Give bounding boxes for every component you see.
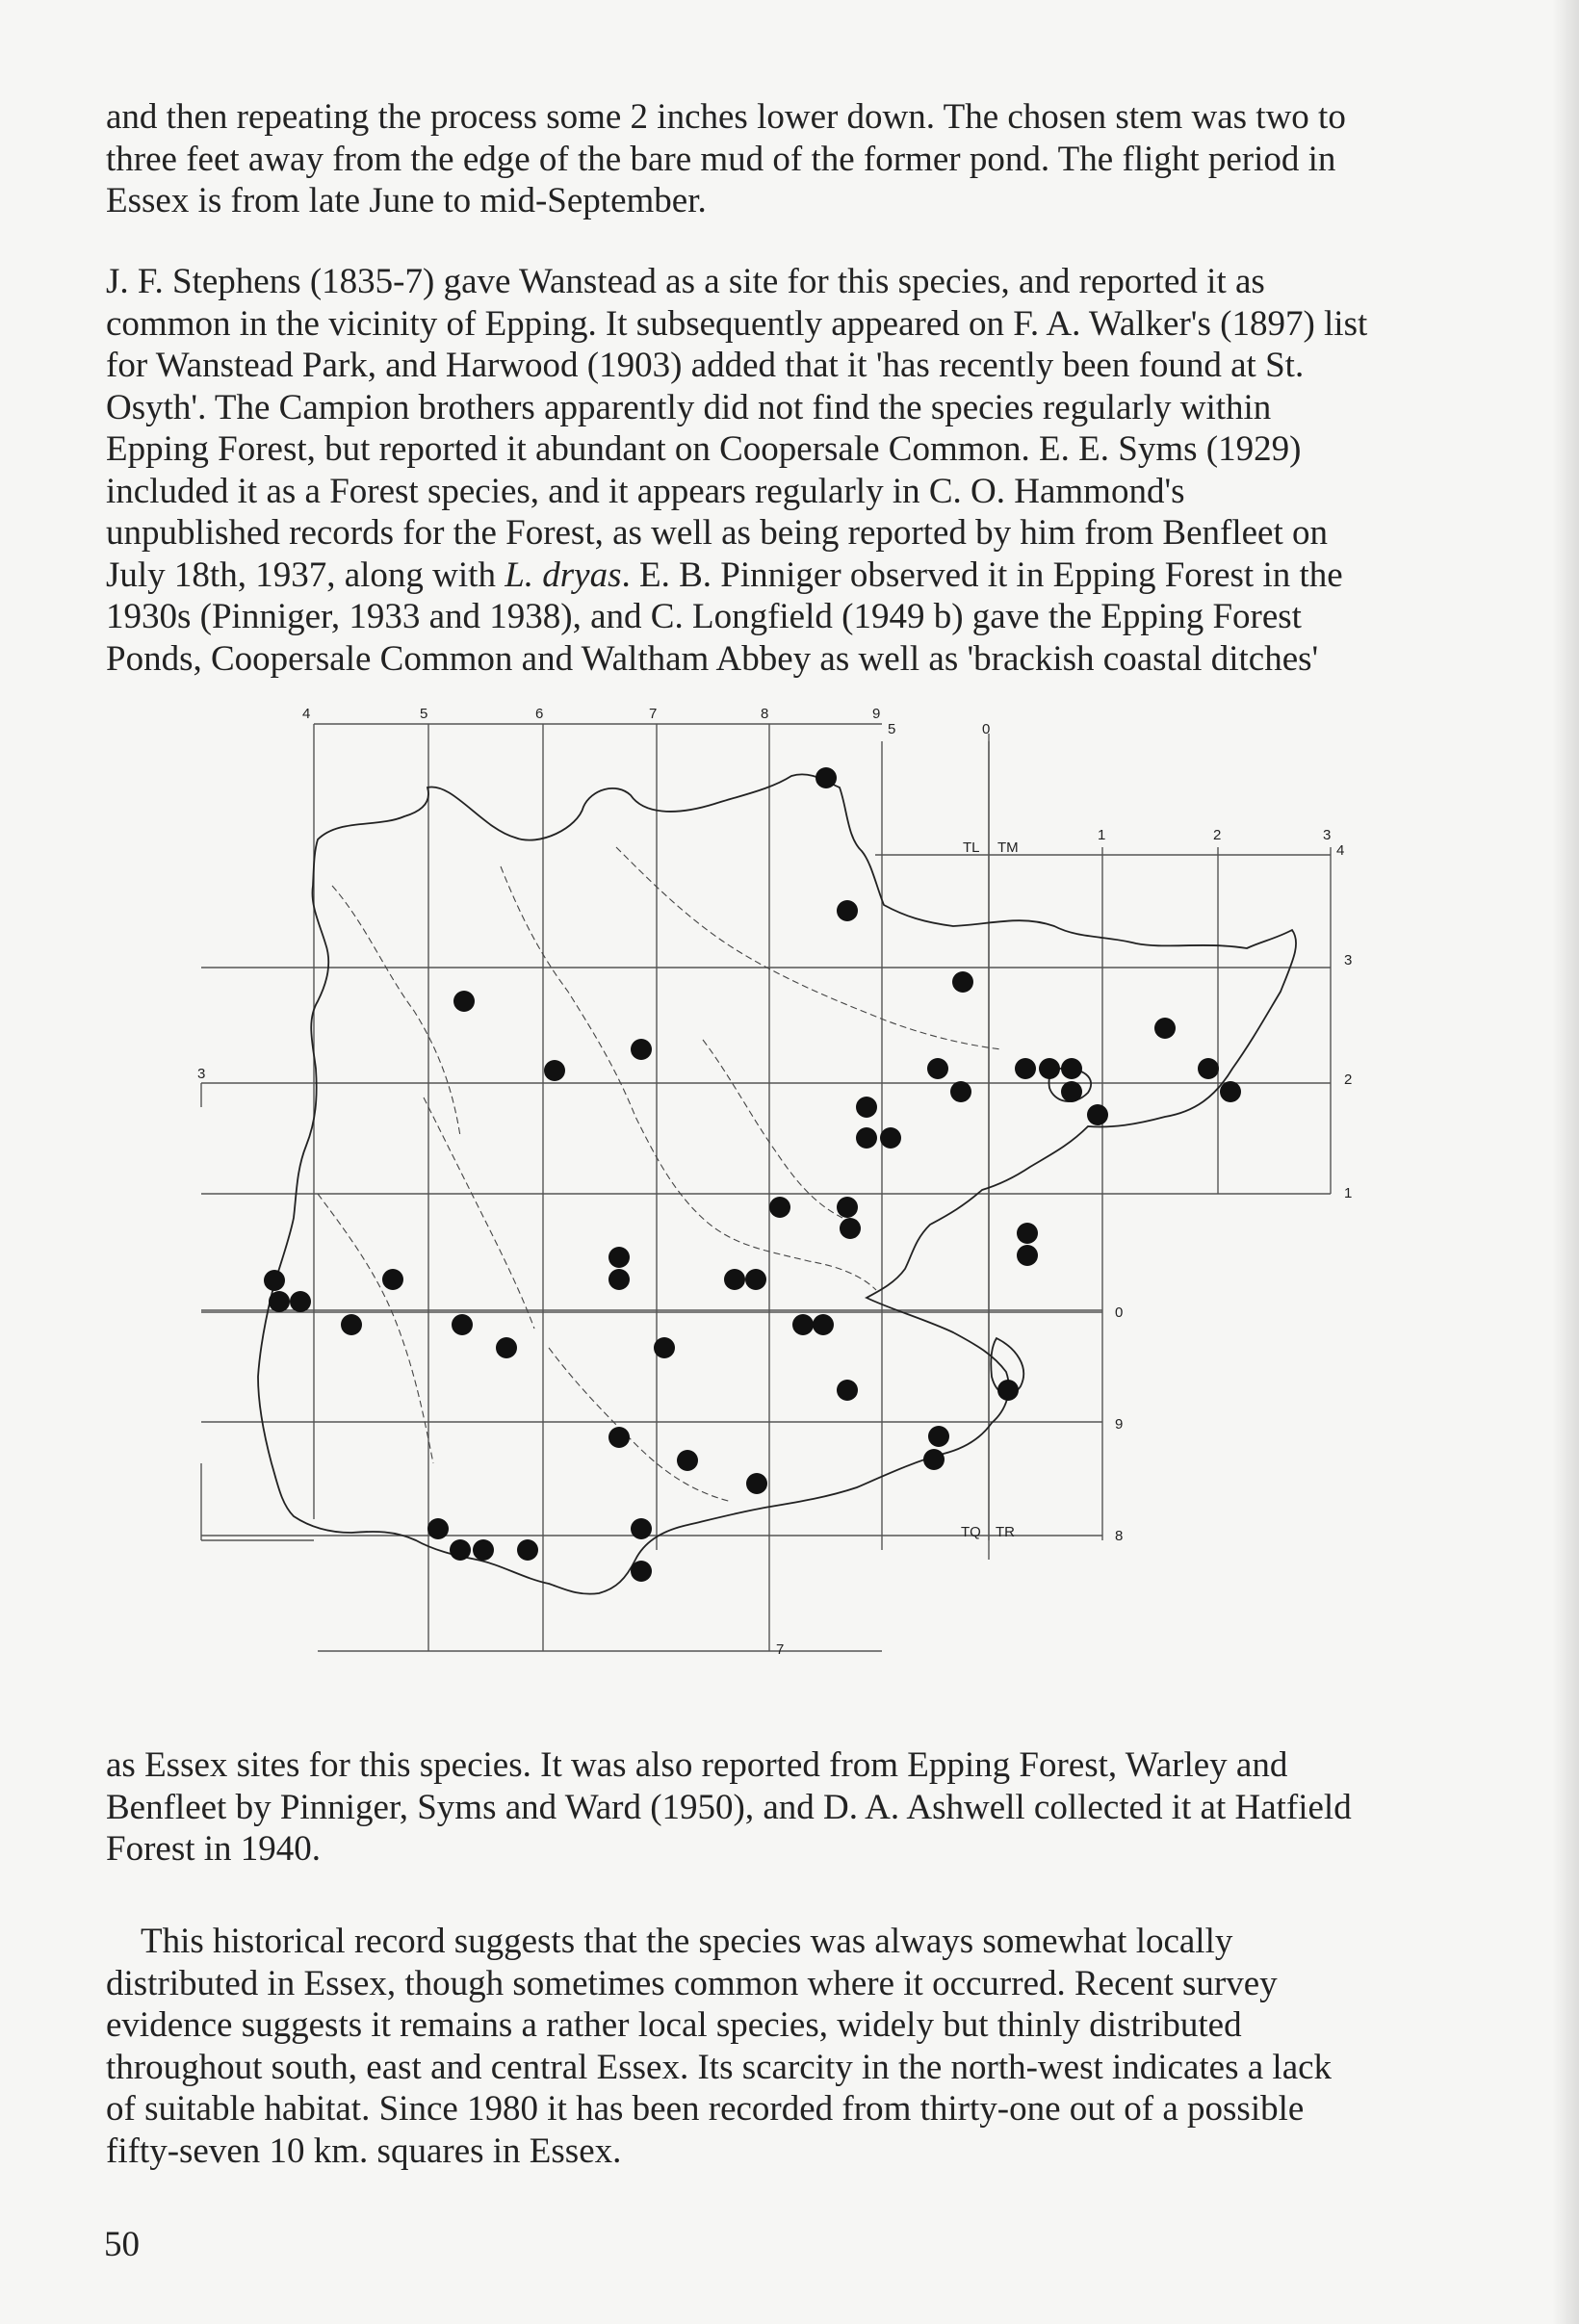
record-dot	[452, 1314, 473, 1335]
text-line: This historical record suggests that the species was always somewhat locally	[141, 1922, 1233, 1961]
grid-label-east: 4	[1336, 842, 1345, 859]
record-dot	[769, 1197, 790, 1218]
grid-label-right: 9	[1115, 1416, 1124, 1433]
text-line: for Wanstead Park, and Harwood (1903) added that it 'has recently been found at St.	[106, 346, 1305, 385]
county-outline	[258, 774, 1296, 1593]
record-dot	[341, 1314, 362, 1335]
grid-label-top: 8	[761, 706, 769, 722]
record-dot	[427, 1518, 449, 1539]
record-dot	[928, 1426, 949, 1447]
map-grid	[201, 724, 1331, 1651]
record-dot	[290, 1291, 311, 1312]
record-dot	[631, 1518, 652, 1539]
record-dot	[544, 1060, 565, 1081]
record-dot	[1017, 1223, 1038, 1244]
text-line: of suitable habitat. Since 1980 it has been recorded from thirty-one out of a possible	[106, 2089, 1305, 2129]
record-dot	[1039, 1058, 1060, 1079]
text-line: common in the vicinity of Epping. It subsequently appeared on F. A. Walker's (1897) list	[106, 303, 1368, 344]
record-dot	[840, 1218, 861, 1239]
record-dot	[813, 1314, 834, 1335]
record-dot	[997, 1380, 1019, 1401]
record-dot	[631, 1561, 652, 1582]
text-line: throughout south, east and central Essex. Its scarcity in the north-west indicates a lack	[106, 2047, 1333, 2087]
record-dot	[1220, 1081, 1241, 1102]
record-dot	[950, 1081, 971, 1102]
record-dot	[1198, 1058, 1219, 1079]
record-dot	[677, 1450, 698, 1471]
text-line: Forest in 1940.	[106, 1829, 322, 1869]
record-dot	[269, 1291, 290, 1312]
grid-label-right: 3	[1344, 952, 1353, 968]
record-dot	[1087, 1104, 1108, 1125]
record-dots	[264, 767, 1241, 1582]
record-dot	[923, 1449, 945, 1470]
record-dot	[654, 1337, 675, 1358]
square-label-tl: TL	[963, 839, 980, 856]
text-line: Essex is from late June to mid-September.	[106, 181, 707, 220]
record-dot	[450, 1539, 471, 1561]
text-line: included it as a Forest species, and it appears regularly in C. O. Hammond's	[106, 471, 1185, 511]
text-line: three feet away from the edge of the bare mud of the former pond. The flight period in	[106, 139, 1336, 179]
record-dot	[382, 1269, 403, 1290]
square-label-tm: TM	[997, 839, 1019, 856]
grid-label-top: 0	[982, 721, 991, 737]
grid-label-bottom: 7	[776, 1641, 785, 1658]
text-line: Ponds, Coopersale Common and Waltham Abbey as well as 'brackish coastal ditches'	[106, 638, 1319, 679]
record-dot	[453, 991, 475, 1012]
record-dot	[745, 1269, 766, 1290]
record-dot	[792, 1314, 814, 1335]
record-dot	[927, 1058, 948, 1079]
paragraph-distribution-summary	[106, 1921, 1478, 2172]
record-dot	[631, 1039, 652, 1060]
grid-label-right: 0	[1115, 1304, 1124, 1321]
page-number: 50	[104, 2225, 140, 2264]
record-dot	[837, 1380, 858, 1401]
record-dot	[608, 1247, 630, 1268]
record-dot	[1061, 1058, 1082, 1079]
record-dot	[837, 1197, 858, 1218]
square-label-tr: TR	[996, 1524, 1015, 1540]
record-dot	[608, 1269, 630, 1290]
record-dot	[608, 1427, 630, 1448]
square-label-tq: TQ	[961, 1524, 981, 1540]
record-dot	[1154, 1018, 1176, 1039]
grid-label-east: 2	[1213, 827, 1222, 843]
text-line: unpublished records for the Forest, as well as being reported by him from Benfleet on	[106, 513, 1328, 553]
text-line: as Essex sites for this species. It was also reported from Epping Forest, Warley and	[106, 1745, 1288, 1785]
text-line: evidence suggests it remains a rather local species, widely but thinly distributed	[106, 2005, 1242, 2045]
text-line: distributed in Essex, though sometimes common where it occurred. Recent survey	[106, 1963, 1278, 2003]
grid-label-top: 4	[302, 706, 311, 722]
grid-label-top: 5	[420, 706, 428, 722]
grid-label-east: 3	[1323, 827, 1332, 843]
record-dot	[517, 1539, 538, 1561]
grid-label-left: 3	[197, 1066, 206, 1082]
grid-label-right: 8	[1115, 1528, 1124, 1544]
record-dot	[746, 1473, 767, 1494]
text-line: 1930s (Pinniger, 1933 and 1938), and C. Longfield (1949 b) gave the Epping Forest	[106, 597, 1302, 636]
record-dot	[724, 1269, 745, 1290]
record-dot	[496, 1337, 517, 1358]
species-name: L. dryas	[505, 555, 622, 595]
record-dot	[880, 1127, 901, 1149]
record-dot	[264, 1270, 285, 1291]
grid-label-right: 2	[1344, 1072, 1353, 1088]
record-dot	[1061, 1081, 1082, 1102]
record-dot	[473, 1539, 494, 1561]
text-line: and then repeating the process some 2 inches lower down. The chosen stem was two to	[106, 97, 1346, 137]
grid-label-top: 7	[649, 706, 658, 722]
grid-label-east: 1	[1098, 827, 1106, 843]
text-line: Osyth'. The Campion brothers apparently did not find the species regularly within	[106, 387, 1272, 427]
grid-label-top: 5	[888, 721, 896, 737]
record-dot	[837, 900, 858, 921]
record-dot	[856, 1127, 877, 1149]
record-dot	[1015, 1058, 1036, 1079]
grid-label-right: 1	[1344, 1185, 1353, 1201]
rivers	[318, 847, 1001, 1502]
text-line: Epping Forest, but reported it abundant on Coopersale Common. E. E. Syms (1929)	[106, 429, 1302, 469]
map-labels	[197, 706, 1352, 1658]
paragraph-other-sites	[106, 1744, 1478, 1871]
record-dot	[1017, 1245, 1038, 1266]
text-line: fifty-seven 10 km. squares in Essex.	[106, 2130, 622, 2171]
record-dot	[815, 767, 837, 788]
text-line: Benfleet by Pinniger, Syms and Ward (1950), and D. A. Ashwell collected it at Hatfield	[106, 1787, 1352, 1827]
text-line: July 18th, 1937, along with L. dryas. E. B. Pinniger observed it in Epping Forest in the	[106, 555, 1343, 595]
text-line: J. F. Stephens (1835-7) gave Wanstead as a site for this species, and reported it as	[106, 262, 1265, 301]
grid-label-top: 6	[535, 706, 544, 722]
record-dot	[952, 971, 973, 993]
grid-label-top: 9	[872, 706, 881, 722]
record-dot	[856, 1097, 877, 1118]
